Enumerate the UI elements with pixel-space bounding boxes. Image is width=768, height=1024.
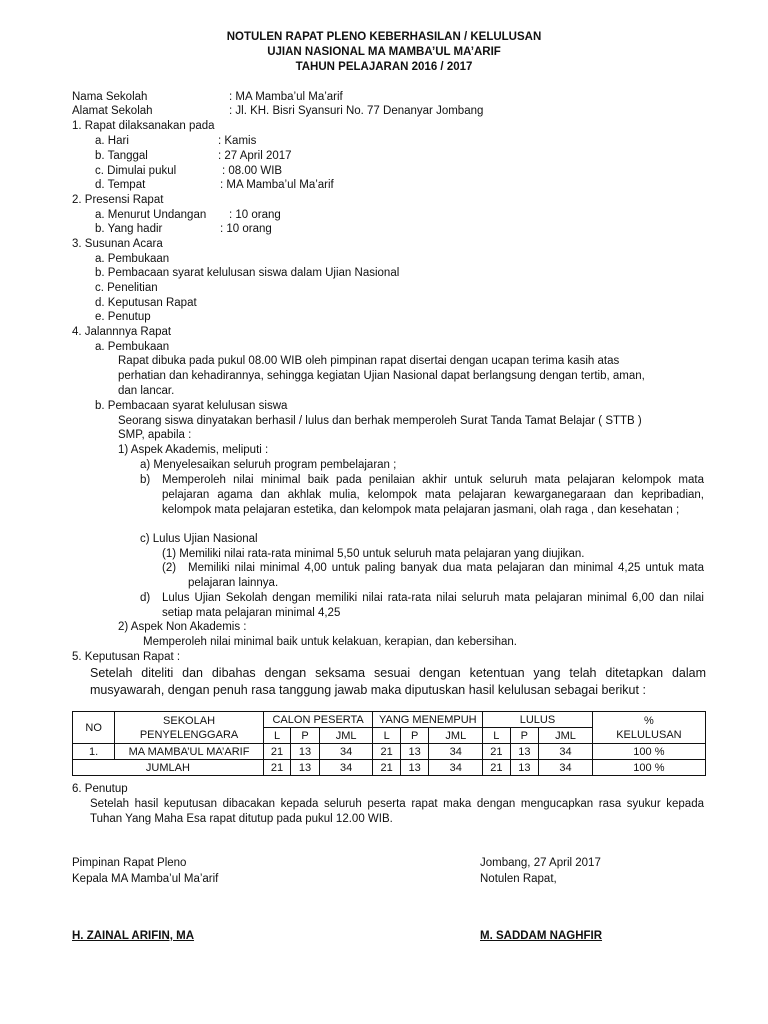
sub-jml: JML	[319, 728, 373, 744]
section-5-title: 5. Keputusan Rapat :	[72, 651, 181, 663]
s4-b-text-2: SMP, apabila :	[118, 429, 192, 441]
cell-lulus-p: 13	[510, 744, 539, 760]
cell-lulus-jml: 34	[539, 744, 593, 760]
cell-lulus-jml: 34	[539, 760, 593, 776]
un-criteria-2-label: (2)	[162, 562, 177, 574]
section-6-title: 6. Penutup	[72, 783, 128, 795]
s6-text: Setelah hasil keputusan dibacakan kepada seluruh peserta rapat maka dengan mengucapkan rasa syukur kepada Tuhan Yang Maha Esa rapat ditutup pada pukul 12.00 WIB.	[90, 798, 704, 825]
sub-p: P	[291, 728, 320, 744]
sub-l: L	[373, 728, 400, 744]
cell-persen: 100 %	[592, 744, 705, 760]
s3-item-d: d. Keputusan Rapat	[95, 297, 197, 309]
s2-undangan-value: : 10 orang	[229, 209, 281, 221]
cell-menempuh-l: 21	[373, 760, 400, 776]
section-4-title: 4. Jalannnya Rapat	[72, 326, 172, 338]
cell-lulus-l: 21	[483, 744, 510, 760]
sub-p: P	[400, 728, 429, 744]
table-row	[73, 744, 706, 760]
s2-undangan-label: a. Menurut Undangan	[95, 209, 207, 221]
aspek-akademis-d-label: d)	[140, 592, 151, 604]
cell-menempuh-l: 21	[373, 744, 400, 760]
s4-a-title: a. Pembukaan	[95, 341, 170, 353]
aspek-akademis-b-text: Memperoleh nilai minimal baik pada penilaian akhir untuk seluruh mata pelajaran kelompok mata pelajaran agama dan akhlak mulia, kelompok mata pelajaran kewarganegaraan dan kepribadian, kelompok mata pelajaran estetika, dan kelompok mata pelajaran jasmani, olah raga , dan kesehatan ;	[162, 474, 704, 516]
cell-lulus-p: 13	[510, 760, 539, 776]
header-calon-peserta: CALON PESERTA	[263, 712, 373, 728]
sign-left-name: H. ZAINAL ARIFIN, MA	[72, 930, 195, 942]
document-header	[0, 30, 768, 75]
header-line-3: TAHUN PELAJARAN 2016 / 2017	[295, 61, 473, 73]
header-kelulusan-label: KELULUSAN	[616, 728, 682, 741]
s1-pukul-label: c. Dimulai pukul	[95, 165, 177, 177]
s1-hari-label: a. Hari	[95, 135, 129, 147]
kelulusan-table	[72, 711, 706, 776]
s1-tanggal-label: b. Tanggal	[95, 150, 148, 162]
cell-menempuh-p: 13	[400, 760, 429, 776]
un-criteria-1: (1) Memiliki nilai rata-rata minimal 5,50 untuk seluruh mata pelajaran yang diujikan.	[162, 548, 585, 560]
header-sekolah: SEKOLAH PENYELENGGARA	[115, 712, 264, 744]
sub-p: P	[510, 728, 539, 744]
sub-l: L	[263, 728, 290, 744]
nama-sekolah-value: : MA Mamba’ul Ma’arif	[229, 91, 343, 103]
aspek-akademis-c: c) Lulus Ujian Nasional	[140, 533, 258, 545]
s3-item-a: a. Pembukaan	[95, 253, 170, 265]
s4-a-text-1: Rapat dibuka pada pukul 08.00 WIB oleh pimpinan rapat disertai dengan ucapan terima kasih atas	[118, 355, 620, 367]
cell-calon-p: 13	[291, 760, 320, 776]
s4-b-text-1: Seorang siswa dinyatakan berhasil / lulus dan berhak memperoleh Surat Tanda Tamat Belajar ( STTB )	[118, 415, 642, 427]
s5-text: Setelah diteliti dan dibahas dengan seksama sesuai dengan ketentuan yang telah ditetapkan dalam musyawarah, dengan penuh rasa tanggung jawab maka diputuskan hasil kelulusan sebagai berikut :	[90, 666, 706, 697]
section-2-title: 2. Presensi Rapat	[72, 194, 164, 206]
table-total-row	[73, 760, 706, 776]
alamat-sekolah-value: : Jl. KH. Bisri Syansuri No. 77 Denanyar Jombang	[229, 105, 484, 117]
sub-jml: JML	[429, 728, 483, 744]
s4-a-text-2: perhatian dan kehadirannya, sehingga kegiatan Ujian Nasional dapat berlangsung dengan tertib, aman,	[118, 370, 645, 382]
s3-item-b: b. Pembacaan syarat kelulusan siswa dalam Ujian Nasional	[95, 267, 400, 279]
cell-calon-l: 21	[263, 760, 290, 776]
sign-right-line-2: Notulen Rapat,	[480, 873, 557, 885]
s2-hadir-label: b. Yang hadir	[95, 223, 163, 235]
s4-b-title: b. Pembacaan syarat kelulusan siswa	[95, 400, 288, 412]
aspek-non-akademis-title: 2) Aspek Non Akademis :	[118, 621, 247, 633]
aspek-non-akademis-text: Memperoleh nilai minimal baik untuk kelakuan, kerapian, dan kebersihan.	[143, 636, 517, 648]
cell-calon-jml: 34	[319, 744, 373, 760]
cell-calon-jml: 34	[319, 760, 373, 776]
header-lulus: LULUS	[483, 712, 593, 728]
sign-left-line-2: Kepala MA Mamba’ul Ma’arif	[72, 873, 219, 885]
header-yang-menempuh: YANG MENEMPUH	[373, 712, 483, 728]
table-header-row	[73, 712, 706, 728]
sign-right-line-1: Jombang, 27 April 2017	[480, 857, 601, 869]
cell-lulus-l: 21	[483, 760, 510, 776]
sub-jml: JML	[539, 728, 593, 744]
cell-persen: 100 %	[592, 760, 705, 776]
s1-pukul-value: : 08.00 WIB	[222, 165, 283, 177]
s1-tanggal-value: : 27 April 2017	[218, 150, 292, 162]
aspek-akademis-title: 1) Aspek Akademis, meliputi :	[118, 444, 269, 456]
s2-hadir-value: : 10 orang	[220, 223, 272, 235]
aspek-akademis-a: a) Menyelesaikan seluruh program pembelajaran ;	[140, 459, 397, 471]
cell-no: 1.	[73, 744, 115, 760]
aspek-akademis-d-text: Lulus Ujian Sekolah dengan memiliki nilai rata-rata nilai seluruh mata pelajaran minimal 6,00 dan nilai setiap mata pelajaran minimal 4,25	[162, 592, 704, 619]
s1-tempat-label: d. Tempat	[95, 179, 146, 191]
s3-item-e: e. Penutup	[95, 311, 151, 323]
header-persen-symbol: %	[644, 714, 654, 727]
s1-tempat-value: : MA Mamba’ul Ma’arif	[220, 179, 334, 191]
sign-right-name: M. SADDAM NAGHFIR	[480, 930, 603, 942]
s1-hari-value: : Kamis	[218, 135, 257, 147]
sign-left-line-1: Pimpinan Rapat Pleno	[72, 857, 187, 869]
s3-item-c: c. Penelitian	[95, 282, 158, 294]
cell-menempuh-jml: 34	[429, 760, 483, 776]
header-persen-kelulusan	[592, 712, 705, 744]
section-1-title: 1. Rapat dilaksanakan pada	[72, 120, 215, 132]
header-no: NO	[73, 712, 115, 744]
s4-a-text-3: dan lancar.	[118, 385, 175, 397]
section-3-title: 3. Susunan Acara	[72, 238, 163, 250]
cell-jumlah-label: JUMLAH	[73, 760, 264, 776]
header-line-2: UJIAN NASIONAL MA MAMBA’UL MA’ARIF	[267, 46, 501, 58]
nama-sekolah-label: Nama Sekolah	[72, 91, 148, 103]
cell-calon-l: 21	[263, 744, 290, 760]
cell-menempuh-p: 13	[400, 744, 429, 760]
aspek-akademis-b-label: b)	[140, 474, 151, 486]
un-criteria-2-text: Memiliki nilai minimal 4,00 untuk paling banyak dua mata pelajaran dan minimal 4,25 untuk mata pelajaran lainnya.	[188, 562, 704, 589]
cell-calon-p: 13	[291, 744, 320, 760]
header-line-1: NOTULEN RAPAT PLENO KEBERHASILAN / KELULUSAN	[226, 31, 542, 43]
sub-l: L	[483, 728, 510, 744]
alamat-sekolah-label: Alamat Sekolah	[72, 105, 153, 117]
cell-sekolah: MA MAMBA’UL MA’ARIF	[115, 744, 264, 760]
cell-menempuh-jml: 34	[429, 744, 483, 760]
